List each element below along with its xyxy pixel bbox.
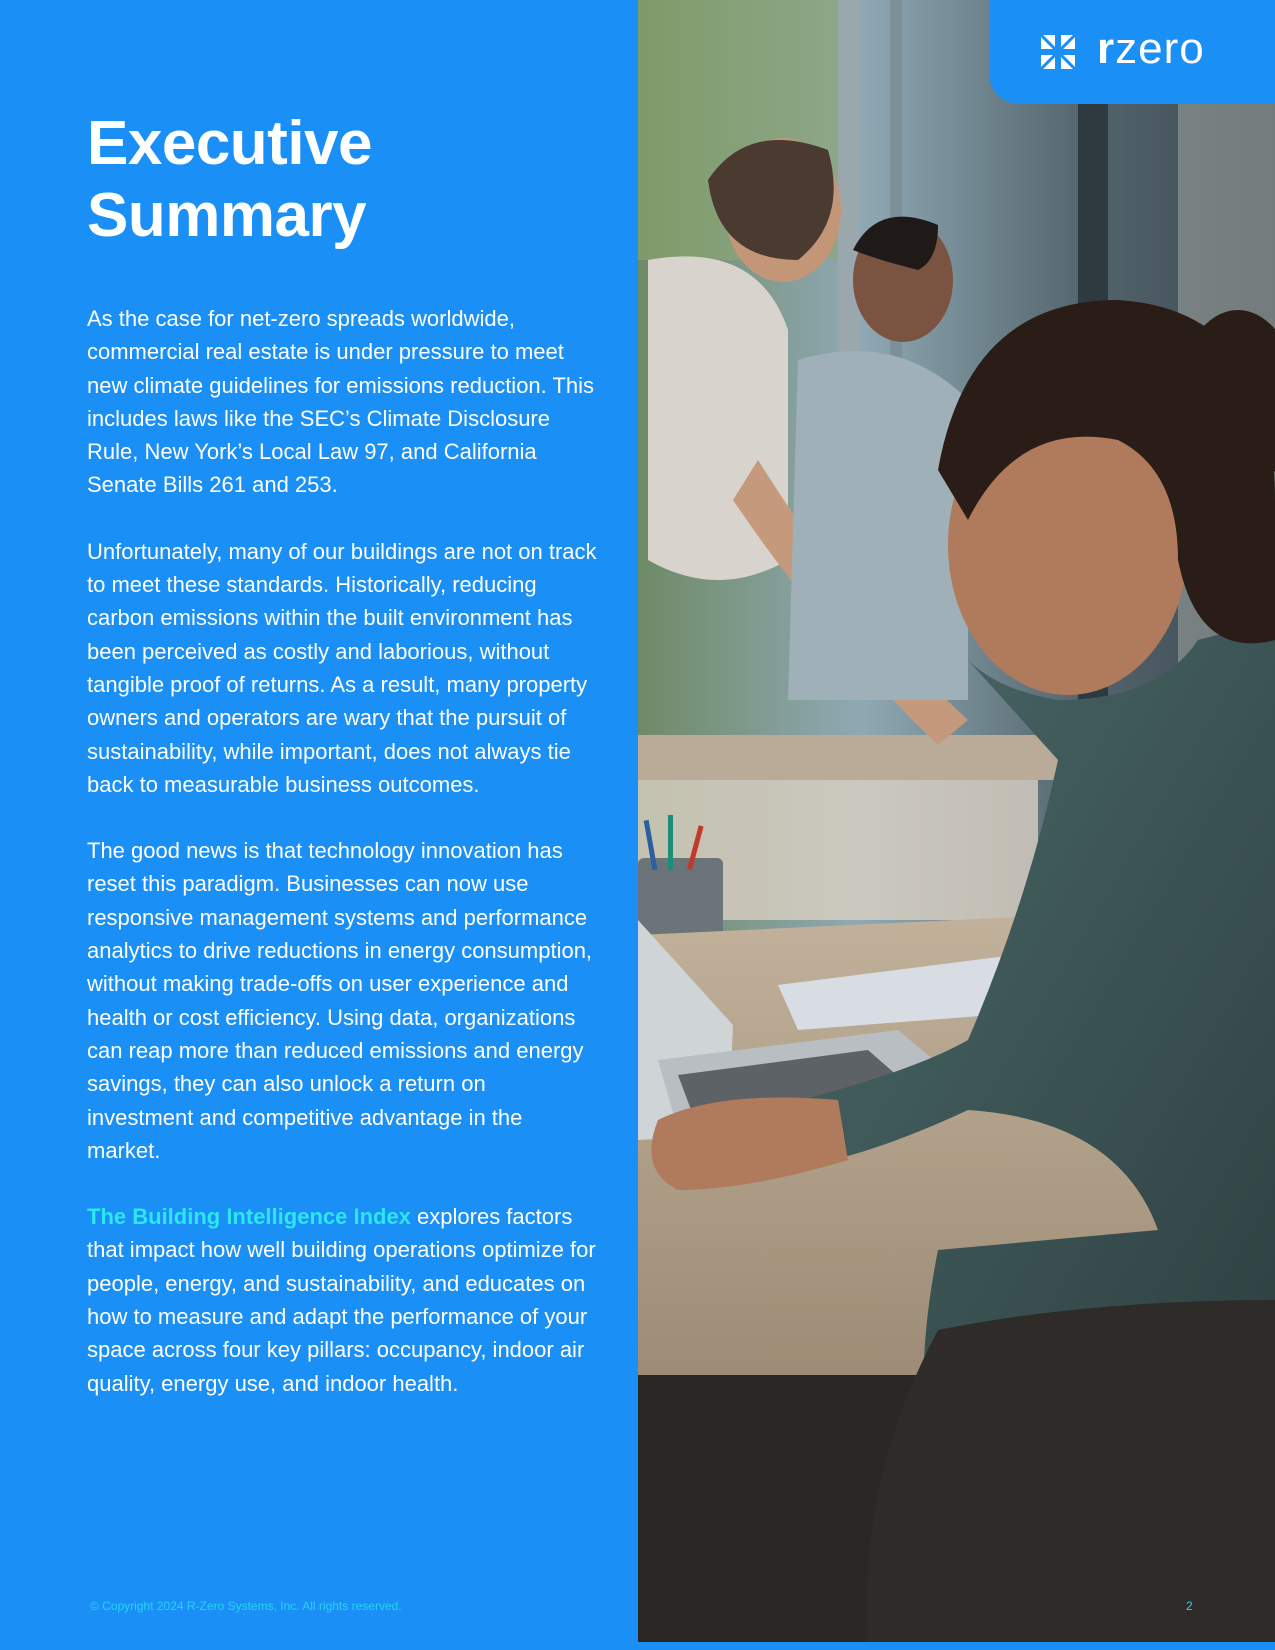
logo-r: r [1097,24,1116,73]
rzero-logo-wordmark [1097,24,1205,74]
index-name-highlight: The Building Intelligence Index [87,1204,411,1230]
title-line-1: Executive [87,109,373,178]
page-title [87,108,607,252]
paragraph-4 [87,1200,597,1400]
paragraph-4-text: explores factors that impact how well building operations optimize for people, energy, and sustainability, and educates on how to measure and adapt the performance of your space across four key pillars: occupancy, indoor air quality, energy use, and indoor health. [87,1204,596,1396]
logo-zero: zero [1115,24,1205,73]
paragraph-2: Unfortunately, many of our buildings are not on track to meet these standards. Historically, reducing carbon emissions within the built environment has been perceived as costly and laborious, without tangible proof of returns. As a result, many property owners and operators are wary that the pursuit of sustainability, while important, does not always tie back to measurable business outcomes. [87,538,597,797]
footer-copyright: © Copyright 2024 R-Zero Systems, Inc. All rights reserved. [90,1599,402,1613]
office-coworkers-photo [638,0,1275,1642]
paragraph-3: The good news is that technology innovation has reset this paradigm. Businesses can now use responsive management systems and performance analytics to drive reductions in energy consumption, without making trade-offs on user experience and health or cost efficiency. Using data, organizations can reap more than reduced emissions and energy savings, they can also unlock a return on investment and competitive advantage in the market. [87,838,593,1163]
page-number: 2 [1186,1599,1193,1613]
rzero-burst-icon [1041,35,1075,69]
logo-tab [989,0,1275,104]
paragraph-1: As the case for net-zero spreads worldwide, commercial real estate is under pressure to meet new climate guidelines for emissions reduction. This includes laws like the SEC’s Climate Disclosure Rule, New York’s Local Law 97, and California Senate Bills 261 and 253. [87,306,595,498]
body-copy [87,302,597,1433]
title-line-2: Summary [87,181,367,250]
